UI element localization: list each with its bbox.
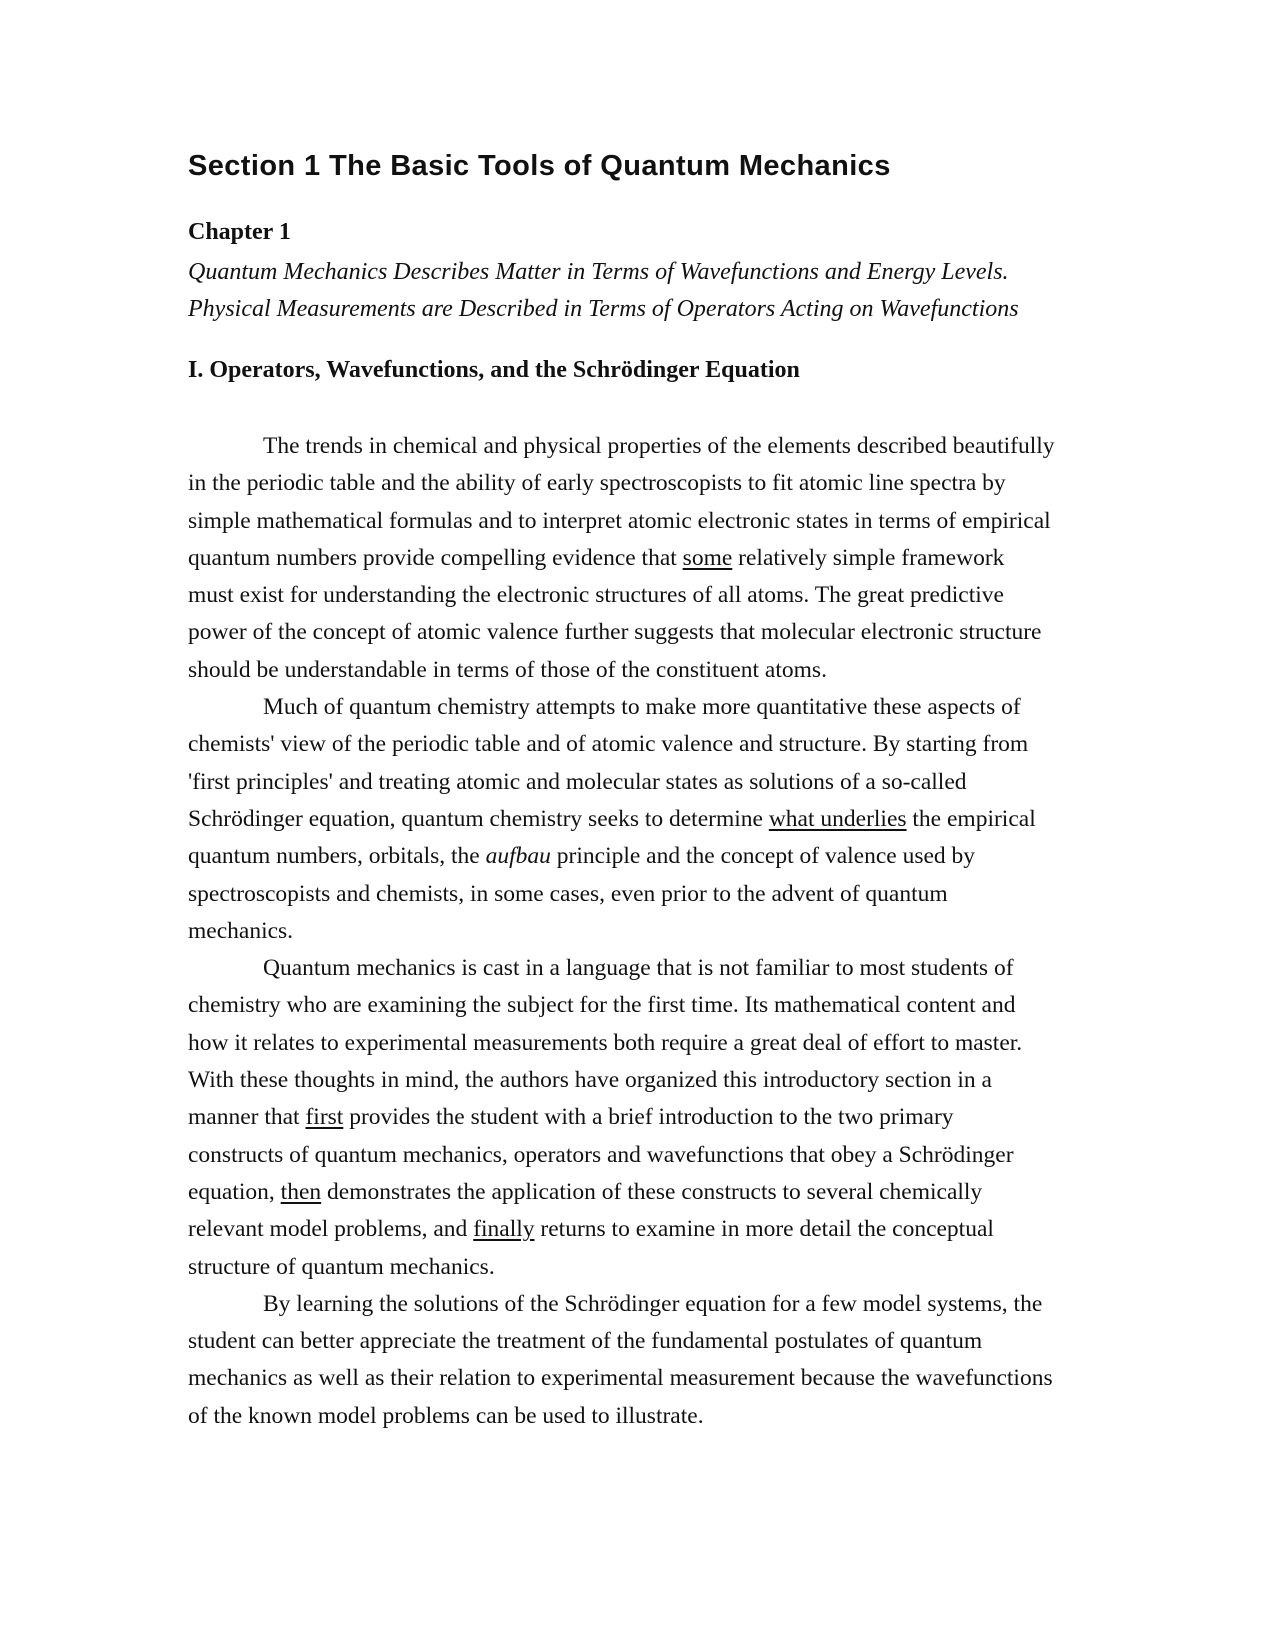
- chapter-subtitle-line: Quantum Mechanics Describes Matter in Terms of Wavefunctions and Energy Levels.: [188, 259, 1009, 285]
- section-title: Section 1 The Basic Tools of Quantum Mechanics: [188, 150, 891, 182]
- chapter-subtitle-line: Physical Measurements are Described in Terms of Operators Acting on Wavefunctions: [188, 296, 1019, 322]
- paragraph-line: 'first principles' and treating atomic and molecular states as solutions of a so-called: [188, 768, 967, 795]
- paragraph-line: power of the concept of atomic valence further suggests that molecular electronic structure: [188, 619, 1042, 646]
- paragraph-line: must exist for understanding the electronic structures of all atoms. The great predictive: [188, 582, 1004, 609]
- italic-word: aufbau: [485, 843, 551, 870]
- paragraph: [188, 1286, 1088, 1435]
- paragraph-line: in the periodic table and the ability of early spectroscopists to fit atomic line spectra by: [188, 470, 1006, 497]
- subsection-heading: I. Operators, Wavefunctions, and the Schrödinger Equation: [188, 357, 800, 383]
- paragraph-line: how it relates to experimental measurements both require a great deal of effort to master.: [188, 1029, 1023, 1056]
- paragraph: [188, 950, 1088, 1286]
- paragraph-line: simple mathematical formulas and to interpret atomic electronic states in terms of empirical: [188, 507, 1051, 534]
- paragraph-line: mechanics as well as their relation to experimental measurement because the wavefunctions: [188, 1365, 1053, 1392]
- chapter-subtitle: [188, 254, 1019, 328]
- paragraph-line: The trends in chemical and physical properties of the elements described beautifully: [263, 433, 1055, 459]
- underlined-word: then: [280, 1178, 322, 1205]
- underlined-word: first: [305, 1104, 344, 1131]
- paragraph-line: Quantum mechanics is cast in a language that is not familiar to most students of: [263, 955, 1014, 982]
- paragraph-line: relevant model problems, and finally returns to examine in more detail the conceptual: [188, 1216, 994, 1243]
- paragraph-line: student can better appreciate the treatment of the fundamental postulates of quantum: [188, 1328, 983, 1355]
- paragraph-line: mechanics.: [188, 917, 294, 944]
- paragraph-line: should be understandable in terms of those of the constituent atoms.: [188, 656, 827, 683]
- underlined-word: what underlies: [768, 805, 907, 832]
- underlined-word: some: [682, 544, 733, 571]
- paragraph: [188, 428, 1088, 689]
- body-text: [188, 428, 1088, 1435]
- paragraph-line: chemistry who are examining the subject for the first time. Its mathematical content and: [188, 992, 1016, 1019]
- paragraph-line: of the known model problems can be used to illustrate.: [188, 1402, 704, 1429]
- paragraph-line: equation, then demonstrates the application of these constructs to several chemically: [188, 1178, 983, 1205]
- paragraph-line: Much of quantum chemistry attempts to make more quantitative these aspects of: [263, 694, 1021, 721]
- paragraph-line: By learning the solutions of the Schrödinger equation for a few model systems, the: [263, 1290, 1043, 1317]
- paragraph-line: Schrödinger equation, quantum chemistry seeks to determine what underlies the empirical: [188, 805, 1036, 832]
- chapter-label: Chapter 1: [188, 219, 291, 245]
- paragraph-line: manner that first provides the student with a brief introduction to the two primary: [188, 1104, 954, 1131]
- paragraph-line: With these thoughts in mind, the authors have organized this introductory section in a: [188, 1067, 992, 1094]
- paragraph-line: constructs of quantum mechanics, operators and wavefunctions that obey a Schrödinger: [188, 1141, 1014, 1168]
- paragraph-line: chemists' view of the periodic table and of atomic valence and structure. By starting from: [188, 731, 1029, 758]
- paragraph-line: spectroscopists and chemists, in some cases, even prior to the advent of quantum: [188, 880, 948, 907]
- paragraph-line: quantum numbers provide compelling evidence that some relatively simple framework: [188, 544, 1005, 571]
- underlined-word: finally: [473, 1216, 535, 1243]
- paragraph-line: structure of quantum mechanics.: [188, 1253, 495, 1280]
- paragraph-line: quantum numbers, orbitals, the aufbau principle and the concept of valence used by: [188, 843, 976, 870]
- paragraph: [188, 689, 1088, 950]
